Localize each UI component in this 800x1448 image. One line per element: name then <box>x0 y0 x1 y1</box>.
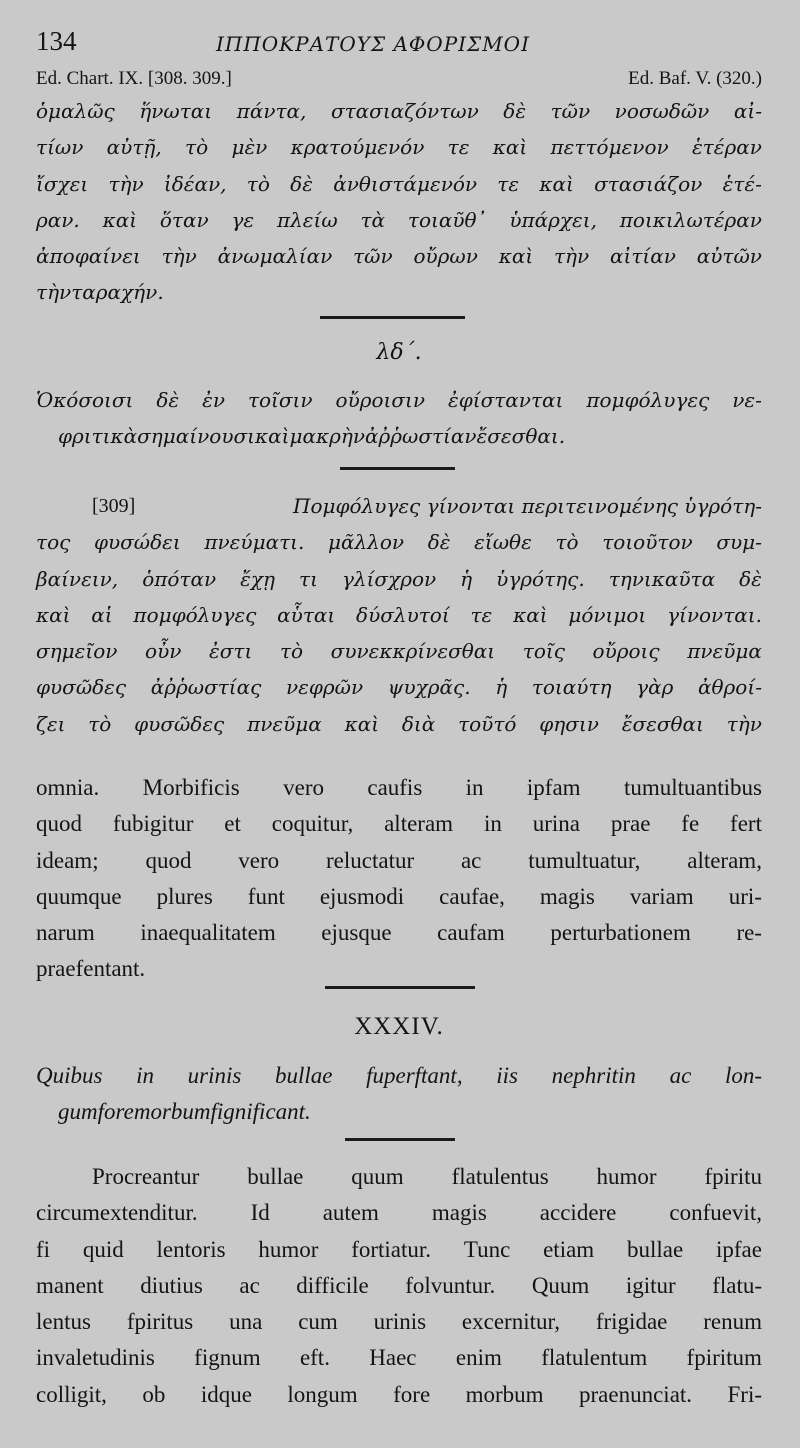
word: τίων <box>36 135 84 160</box>
word: συνεκκρίνεσθαι <box>330 639 496 664</box>
word: ἔσεσθαι <box>621 711 704 736</box>
word: φυσῶδες <box>134 711 225 736</box>
word: urinis <box>187 1063 242 1088</box>
word: ἴσχει <box>36 171 89 196</box>
text-line <box>36 202 762 238</box>
word: lentoris <box>156 1236 226 1262</box>
text-line <box>36 669 762 705</box>
word: δὲ <box>427 530 451 555</box>
word: τε <box>470 602 493 627</box>
word: γε <box>231 207 255 232</box>
word: ejusmodi <box>319 883 405 909</box>
word: ipfam <box>526 775 581 800</box>
word: νεφρῶν <box>286 675 364 700</box>
text-line <box>36 1058 762 1094</box>
page-reference: [309] <box>92 495 136 517</box>
commentary-first-line: Πομφόλυγες γίνονται περιτεινομένης ὑγρότη- <box>293 494 762 518</box>
word: eft. <box>299 1345 330 1371</box>
word: πνεῦμα <box>687 639 762 664</box>
word: excernitur, <box>461 1309 560 1335</box>
edition-reference-chartier: Ed. Chart. IX. [308. 309.] <box>36 68 232 89</box>
word: τε <box>447 135 470 160</box>
greek-aphorism-number: λδ΄. <box>376 340 422 365</box>
word: vero <box>238 847 280 873</box>
text-line <box>36 1377 762 1413</box>
word: morbum <box>465 1381 544 1407</box>
word: fpiritu <box>704 1164 762 1189</box>
text-line <box>36 706 762 742</box>
word: circumextenditur. <box>36 1200 198 1226</box>
word: τοιαύτη <box>531 675 612 700</box>
word: ἀθροί- <box>698 675 762 700</box>
word: fore <box>97 1099 134 1125</box>
text-line <box>36 238 762 274</box>
word: magis <box>539 883 595 909</box>
word: ἀνωμαλίαν <box>217 244 333 269</box>
word: morbum <box>133 1099 211 1125</box>
word: οὔροισιν <box>335 388 426 412</box>
word: τοῖσιν <box>247 388 313 412</box>
word: lon- <box>724 1063 762 1088</box>
greek-aphorism-heading <box>36 340 762 374</box>
word: ἑτέ- <box>722 171 762 196</box>
word: Procreantur <box>92 1164 200 1189</box>
word: τῶν <box>353 244 393 269</box>
word: τὸ <box>185 135 209 160</box>
word: ἐν <box>202 388 225 412</box>
word: ἑτέραν <box>691 135 762 160</box>
edition-reference-basel: Ed. Baf. V. (320.) <box>628 68 762 89</box>
text-line <box>36 524 762 560</box>
word: καὶ <box>254 424 290 449</box>
word: difficile <box>296 1272 369 1298</box>
text-line <box>36 843 762 879</box>
word: funt <box>247 883 285 909</box>
word: idque <box>200 1381 252 1407</box>
greek-continuation <box>36 93 762 311</box>
word: bullae <box>247 1164 304 1189</box>
word: ἀῤῥωστίαν <box>364 424 477 449</box>
word: etiam <box>543 1236 595 1262</box>
word: τὰ <box>360 207 386 232</box>
word: urina <box>532 811 580 837</box>
word: ὅταν <box>159 207 209 232</box>
text-line <box>36 770 762 806</box>
word: σημεῖον <box>36 639 118 664</box>
word: urinis <box>373 1309 427 1335</box>
word: humor <box>596 1164 657 1189</box>
word: οὖν <box>145 639 182 664</box>
word: fuperftant, <box>366 1063 463 1088</box>
word: δὲ <box>290 171 313 196</box>
word: μόνιμοι <box>568 602 647 627</box>
word: δὲ <box>739 566 762 591</box>
text-line <box>36 166 762 202</box>
word: tumultuatur, <box>528 847 641 873</box>
word: νε- <box>732 388 762 412</box>
word: fe <box>681 811 700 837</box>
word: ἀποφαίνει <box>36 244 141 269</box>
word: στασιάζον <box>594 171 703 196</box>
text-line <box>36 806 762 842</box>
word: ζει <box>36 711 66 736</box>
word: re- <box>736 920 762 946</box>
word: μακρὴν <box>289 424 365 449</box>
word: Morbificis <box>142 775 240 800</box>
greek-commentary <box>36 488 762 742</box>
word: alteram, <box>687 847 762 873</box>
word: πομφόλυγες <box>133 602 257 627</box>
word: Fri- <box>727 1381 762 1407</box>
text-line <box>36 418 762 454</box>
word: οὔροις <box>592 639 660 664</box>
word: τοῦτό <box>458 711 517 736</box>
word: αὐτῶν <box>696 244 762 269</box>
word: τος <box>36 530 71 555</box>
word: ἡ <box>460 566 473 591</box>
word: fignum <box>194 1345 261 1371</box>
word: cum <box>298 1309 338 1335</box>
word: accidere <box>539 1200 617 1226</box>
word: folvuntur. <box>405 1272 496 1298</box>
latin-aphorism-heading <box>36 1013 762 1049</box>
word: δύσλυτοί <box>356 602 450 627</box>
word: praefentant. <box>36 956 146 982</box>
edition-line <box>36 68 762 94</box>
word: μὲν <box>231 135 268 160</box>
word: ὑπάρχει, <box>509 207 597 232</box>
text-line <box>36 951 762 987</box>
word: ἡ <box>495 675 508 700</box>
text-line <box>36 597 762 633</box>
word: bullae <box>274 1063 333 1088</box>
word: longum <box>287 1381 358 1407</box>
text-line <box>36 915 762 951</box>
word: γίνονται. <box>667 602 762 627</box>
latin-commentary <box>36 1159 762 1413</box>
word: τὴν <box>161 244 197 269</box>
word: πομφόλυγες <box>586 388 710 412</box>
word: τοιοῦτον <box>602 530 693 555</box>
word: Quibus <box>36 1063 103 1088</box>
word: τῶν <box>550 99 591 123</box>
word: alteram <box>384 811 454 837</box>
word: inaequalitatem <box>140 920 276 946</box>
word: καὶ <box>513 602 548 627</box>
word: αἰτίαν <box>610 244 676 269</box>
word: μᾶλλον <box>328 530 405 555</box>
word: τοῖς <box>522 639 565 664</box>
word: βαίνειν, <box>36 566 119 591</box>
word: una <box>229 1309 263 1335</box>
word: κρατούμενόν <box>290 135 425 160</box>
word: caufam <box>437 920 505 946</box>
word: γλίσχρον <box>341 566 437 591</box>
word: caufis <box>367 775 423 800</box>
text-line <box>36 1268 762 1304</box>
word: ἥνωται <box>139 99 213 123</box>
word: ὁμαλῶς <box>36 99 115 123</box>
word: colligit, <box>36 1381 107 1407</box>
page-number: 134 <box>36 26 77 56</box>
word: αὐτῇ, <box>106 135 162 160</box>
word: δὲ <box>503 99 527 123</box>
latin-aphorism <box>36 1058 762 1131</box>
word: ἰδέαν, <box>163 171 227 196</box>
word: ἐστι <box>209 639 253 664</box>
word: tumultuantibus <box>623 775 762 800</box>
word: reluctatur <box>326 847 415 873</box>
word: ac <box>460 847 482 873</box>
text-line <box>36 1232 762 1268</box>
word: πεττόμενον <box>550 135 669 160</box>
word: Tunc <box>463 1236 511 1262</box>
word: σημαίνουσι <box>137 424 255 449</box>
word: fpiritus <box>126 1309 194 1335</box>
word: gum <box>58 1099 98 1125</box>
text-line <box>36 879 762 915</box>
section-divider <box>325 986 475 989</box>
word: narum <box>36 920 95 946</box>
word: confuevit, <box>669 1200 762 1226</box>
word: fpiritum <box>686 1345 762 1371</box>
word: πνεῦμα <box>247 711 322 736</box>
word: ob <box>142 1381 166 1407</box>
word: Id <box>250 1200 270 1226</box>
word: in <box>136 1063 154 1088</box>
word: et <box>224 811 241 837</box>
word: ideam; <box>36 847 99 873</box>
latin-aphorism-number: XXXIV. <box>354 1013 444 1040</box>
word: perturbationem <box>550 920 691 946</box>
word: φησιν <box>539 711 599 736</box>
text-line <box>36 1304 762 1340</box>
text-line <box>36 274 762 310</box>
word: fubigitur <box>112 811 194 837</box>
word: τὴν <box>726 711 762 736</box>
word: ἀνθιστάμενόν <box>333 171 478 196</box>
word: flatulentus <box>451 1164 549 1189</box>
word: στασιαζόντων <box>330 99 479 123</box>
text-line <box>36 1340 762 1376</box>
word: φριτικὰ <box>58 424 138 449</box>
section-divider <box>345 1138 455 1141</box>
greek-aphorism <box>36 382 762 455</box>
text-line <box>36 382 762 418</box>
word: τι <box>299 566 318 591</box>
word: διὰ <box>401 711 436 736</box>
word: αὗται <box>277 602 336 627</box>
running-head <box>36 26 762 62</box>
word: invaletudinis <box>36 1345 155 1371</box>
word: omnia. <box>36 775 100 800</box>
text-line <box>36 129 762 165</box>
word: αἰ- <box>733 99 762 123</box>
text-line <box>36 1195 762 1231</box>
word: in <box>465 775 484 800</box>
word: εἴωθε <box>474 530 532 555</box>
word: ποικιλωτέραν <box>619 207 762 232</box>
word: καὶ <box>492 135 528 160</box>
text-line <box>36 1094 762 1130</box>
word: Ὁκόσοισι <box>36 388 134 412</box>
word: καὶ <box>36 602 71 627</box>
running-title: ΙΠΠΟΚΡΑΤΟΥΣ ΑΦΟΡΙΣΜΟΙ <box>216 32 530 56</box>
word: καὶ <box>498 244 534 269</box>
word: πάντα, <box>236 99 307 123</box>
word: ἀῤῥωστίας <box>150 675 262 700</box>
word: frigidae <box>595 1309 668 1335</box>
word: ταραχήν. <box>71 280 164 305</box>
word: τὸ <box>246 171 270 196</box>
word: flatulentum <box>541 1345 648 1371</box>
word: ὁπόταν <box>142 566 217 591</box>
text-line <box>36 488 762 524</box>
word: ejusque <box>321 920 392 946</box>
text-line <box>36 561 762 597</box>
word: ipfae <box>715 1236 762 1262</box>
word: πνεύματι. <box>204 530 305 555</box>
word: magis <box>431 1200 487 1226</box>
word: τε <box>497 171 520 196</box>
word: τὴν <box>108 171 144 196</box>
word: τοιαῦθ᾽ <box>407 207 487 232</box>
section-divider <box>320 316 465 319</box>
word: uri- <box>728 883 762 909</box>
word: praenunciat. <box>579 1381 693 1407</box>
latin-continuation <box>36 770 762 988</box>
word: bullae <box>626 1236 684 1262</box>
word: ἔσεσθαι. <box>476 424 566 449</box>
word: enim <box>455 1345 502 1371</box>
word: quod <box>36 811 82 837</box>
word: flatu- <box>712 1272 762 1298</box>
word: τηνικαῦτα <box>608 566 716 591</box>
word: prae <box>610 811 651 837</box>
word: variam <box>629 883 694 909</box>
word: τὴν <box>36 280 72 305</box>
text-line <box>36 633 762 669</box>
word: quid <box>82 1236 124 1262</box>
word: quum <box>351 1164 404 1189</box>
word: igitur <box>625 1272 676 1298</box>
word: renum <box>703 1309 762 1335</box>
text-line <box>36 93 762 129</box>
word: τὸ <box>555 530 579 555</box>
word: νοσωδῶν <box>614 99 710 123</box>
word: fortiatur. <box>351 1236 432 1262</box>
word: plures <box>156 883 213 909</box>
word: fignificant. <box>210 1099 311 1125</box>
word: οὔρων <box>413 244 478 269</box>
word: τὸ <box>279 639 304 664</box>
word: γὰρ <box>636 675 674 700</box>
word: ἐφίστανται <box>448 388 564 412</box>
word: ac <box>669 1063 692 1088</box>
word: manent <box>36 1272 104 1298</box>
word: humor <box>258 1236 319 1262</box>
word: ac <box>239 1272 260 1298</box>
word: Quum <box>531 1272 590 1298</box>
word: caufae, <box>439 883 505 909</box>
word: δὲ <box>156 388 180 412</box>
word: diutius <box>140 1272 203 1298</box>
section-divider <box>340 467 455 470</box>
word: καὶ <box>539 171 574 196</box>
word: τὸ <box>88 711 112 736</box>
word: nephritin <box>551 1063 636 1088</box>
word: Haec <box>369 1345 417 1371</box>
word: fore <box>393 1381 431 1407</box>
word: quumque <box>36 883 122 909</box>
word: τὴν <box>553 244 590 269</box>
word: αἱ <box>91 602 113 627</box>
word: ἔχῃ <box>240 566 276 591</box>
word: fert <box>730 811 762 837</box>
word: ραν. <box>36 207 80 232</box>
word: iis <box>496 1063 518 1088</box>
word: φυσῶδες <box>36 675 127 700</box>
text-line <box>36 1159 762 1195</box>
word: fi <box>36 1236 51 1262</box>
word: ὑγρότης. <box>496 566 585 591</box>
word: πλείω <box>276 207 338 232</box>
word: in <box>483 811 502 837</box>
word: quod <box>145 847 192 873</box>
word: συμ- <box>716 530 762 555</box>
word: autem <box>322 1200 379 1226</box>
word: vero <box>283 775 324 800</box>
word: καὶ <box>344 711 380 736</box>
word: καὶ <box>102 207 138 232</box>
word: φυσώδει <box>93 530 181 555</box>
word: lentus <box>36 1309 91 1335</box>
word: ψυχρᾶς. <box>387 675 471 700</box>
word: coquitur, <box>271 811 354 837</box>
